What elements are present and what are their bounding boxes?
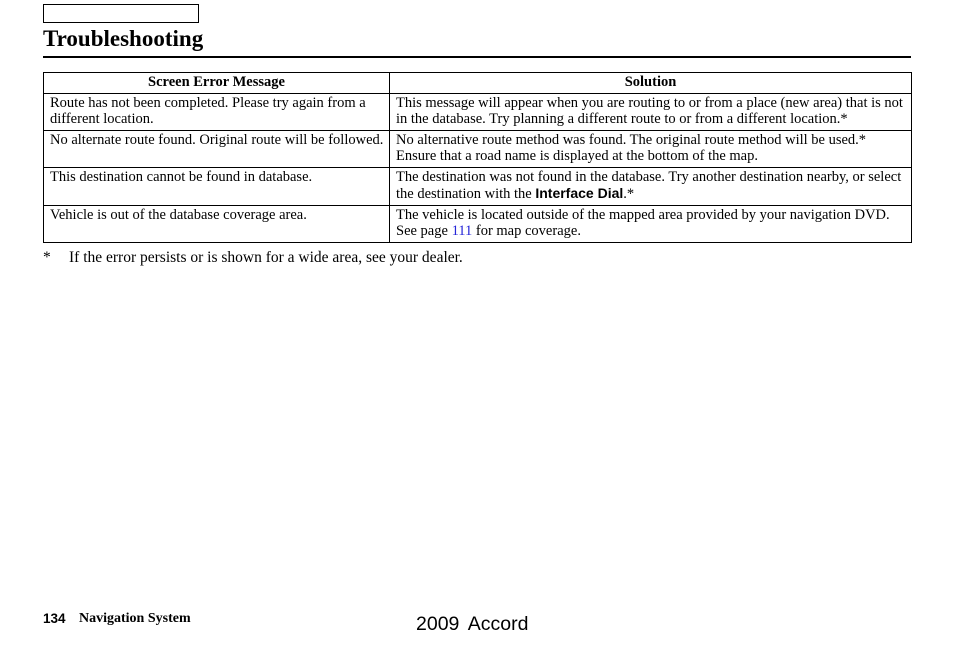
column-header-solution: Solution: [390, 73, 912, 94]
error-message-cell: Route has not been completed. Please try again from a different location.: [44, 93, 390, 130]
error-message-cell: No alternate route found. Original route will be followed.: [44, 130, 390, 167]
page-number: 134: [43, 611, 66, 626]
table-row: [44, 130, 912, 167]
page-title: Troubleshooting: [43, 26, 204, 51]
table-row: [44, 93, 912, 130]
document-name: Navigation System: [79, 611, 191, 626]
page-reference-link[interactable]: 111: [451, 223, 473, 239]
table-row: [44, 205, 912, 242]
solution-cell: No alternative route method was found. The original route method will be used.* Ensure that a road name is displayed at the bottom of the map.: [390, 130, 912, 167]
solution-text: The vehicle is located outside of the mapped area provided by your navigation DVD. See page: [396, 206, 890, 239]
section-tab-box: [43, 4, 199, 23]
table-header-row: [44, 73, 912, 94]
solution-text: The destination was not found in the database. Try another destination nearby, or select the destination with the: [396, 168, 902, 202]
footnote-marker: *: [43, 249, 51, 266]
footnote: [43, 249, 463, 267]
error-message-cell: Vehicle is out of the database coverage area.: [44, 205, 390, 242]
column-header-message: Screen Error Message: [44, 73, 390, 94]
solution-text-end: for map coverage.: [472, 223, 581, 239]
solution-cell: [390, 205, 912, 242]
solution-cell: [390, 167, 912, 205]
interface-dial-label: Interface Dial: [535, 185, 624, 201]
error-message-table: [43, 72, 912, 243]
model-name: 2009 Accord: [416, 613, 529, 635]
error-message-cell: This destination cannot be found in database.: [44, 167, 390, 205]
title-divider: [43, 56, 911, 58]
table-row: [44, 167, 912, 205]
solution-cell: This message will appear when you are routing to or from a place (new area) that is not in the database. Try planning a different route to or from a different location.*: [390, 93, 912, 130]
footnote-text: If the error persists or is shown for a wide area, see your dealer.: [69, 249, 463, 266]
solution-text-end: .*: [623, 186, 635, 202]
